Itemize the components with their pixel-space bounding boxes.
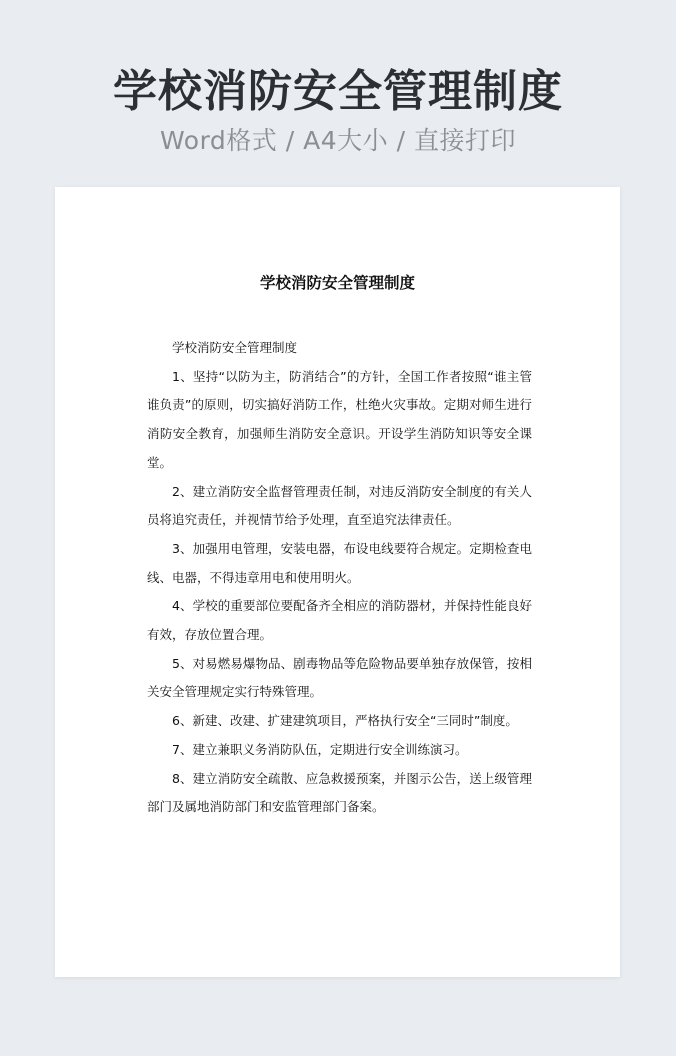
document-title: 学校消防安全管理制度 <box>259 274 415 292</box>
banner-subtitle: Word格式 / A4大小 / 直接打印 <box>160 126 516 155</box>
document-paragraph: 1、坚持“以防为主，防消结合”的方针，全国工作者按照“谁主管谁负责”的原则，切实搞好消防工作，杜绝火灾事故。定期对师生进行消防安全教育，加强师生消防安全意识。开设学生消防知识等安全课堂。 <box>147 368 532 470</box>
document-page <box>55 187 620 977</box>
document-paragraph: 6、新建、改建、扩建建筑项目，严格执行安全“三同时”制度。 <box>172 713 518 729</box>
banner-header <box>0 62 676 158</box>
document-body <box>147 334 532 822</box>
document-paragraph: 4、学校的重要部位要配备齐全相应的消防器材，并保持性能良好有效，存放位置合理。 <box>147 598 532 643</box>
document-paragraph: 2、建立消防安全监督管理责任制，对违反消防安全制度的有关人员将追究责任，并视情节给予处理，直至追究法律责任。 <box>147 483 532 528</box>
banner-title: 学校消防安全管理制度 <box>113 66 563 117</box>
document-paragraph: 学校消防安全管理制度 <box>172 340 298 355</box>
document-paragraph: 8、建立消防安全疏散、应急救援预案，并图示公告，送上级管理部门及属地消防部门和安监管理部门备案。 <box>147 770 532 815</box>
document-paragraph: 7、建立兼职义务消防队伍，定期进行安全训练演习。 <box>172 741 468 757</box>
document-paragraph: 3、加强用电管理，安装电器，布设电线要符合规定。定期检查电线、电器，不得违章用电和使用明火。 <box>147 540 532 585</box>
document-paragraph: 5、对易燃易爆物品、剧毒物品等危险物品要单独存放保管，按相关安全管理规定实行特殊管理。 <box>147 655 532 700</box>
